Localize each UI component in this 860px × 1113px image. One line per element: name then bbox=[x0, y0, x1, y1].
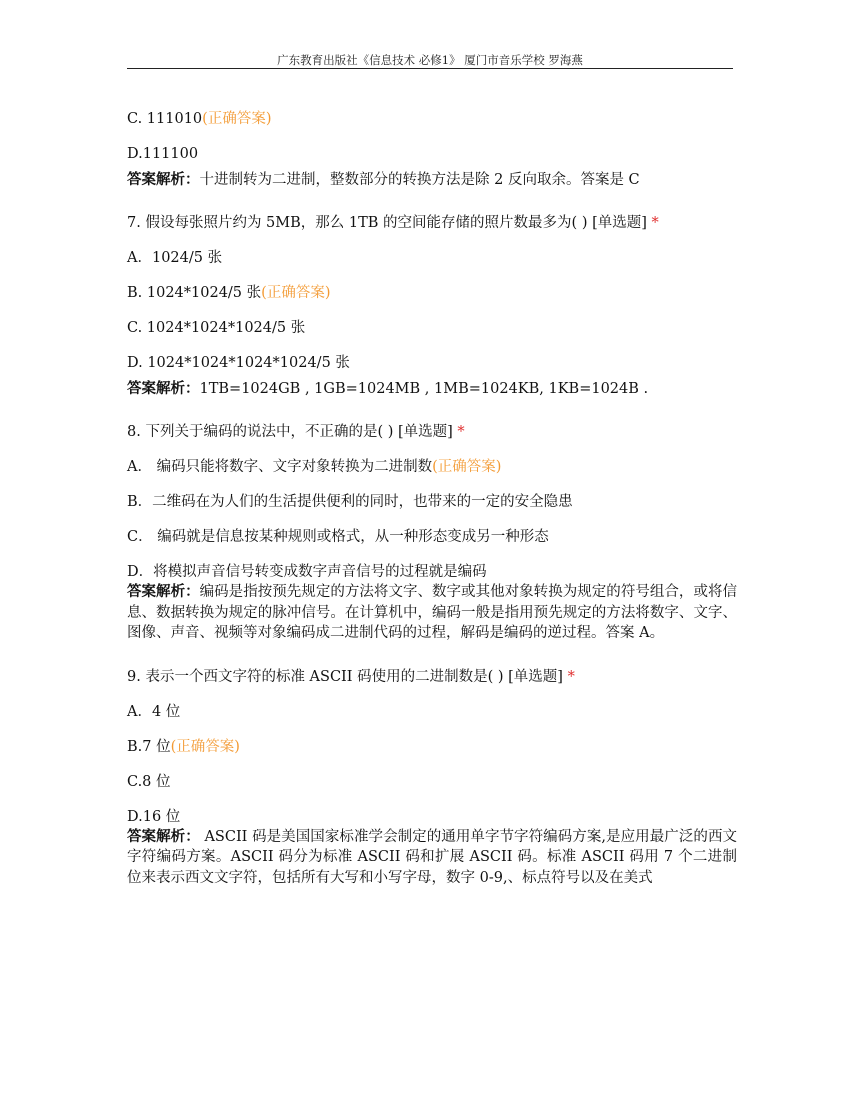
correct-answer-mark: (正确答案) bbox=[170, 738, 240, 755]
document-body bbox=[127, 109, 737, 888]
q9-option-c: C.8 位 bbox=[127, 773, 171, 790]
q8-stem-text: 8. 下列关于编码的说法中，不正确的是( ) [单选题] bbox=[127, 424, 453, 440]
q7-analysis bbox=[127, 379, 737, 399]
q9-stem-text: 9. 表示一个西文字符的标准 ASCII 码使用的二进制数是( ) [单选题] bbox=[127, 668, 563, 685]
q8-analysis-text: 编码是指按预先规定的方法将文字、数字或其他对象转换为规定的符号组合，或将信息、数据转换为规定的脉冲信号。在计算机中，编码一般是指用预先规定的方法将数字、文字、图像、声音、视频等对象编码成二进制代码的过程，解码是编码的逆过程。答案 A。 bbox=[127, 584, 737, 641]
q6-option-c bbox=[127, 109, 737, 129]
q6-option-d: D.111100 bbox=[127, 146, 199, 162]
correct-answer-mark: (正确答案) bbox=[261, 285, 331, 301]
q9-stem bbox=[127, 667, 737, 687]
required-mark: * bbox=[457, 424, 465, 440]
q8-option-a-text: A． 编码只能将数字、文字对象转换为二进制数 bbox=[127, 459, 433, 475]
q7-analysis-text: 1TB=1024GB , 1GB=1024MB , 1MB=1024KB, 1KB=1024B . bbox=[199, 381, 649, 397]
q7-option-b-text: B. 1024*1024/5 张 bbox=[127, 285, 262, 301]
q8-option-b: B．二维码在为人们的生活提供便利的同时，也带来的一定的安全隐患 bbox=[127, 494, 573, 510]
q6-analysis bbox=[127, 170, 737, 190]
q9-option-d: D.16 位 bbox=[127, 808, 181, 825]
q9-option-b bbox=[127, 737, 737, 757]
analysis-label: 答案解析： bbox=[127, 827, 200, 845]
q9-analysis-text: ASCII 码是美国国家标准学会制定的通用单字节字符编码方案,是应用最广泛的西文字符编码方案。ASCII 码分为标准 ASCII 码和扩展 ASCII 码。标准 ASCII 码用 7 个二进制位来表示西文文字符，包括所有大写和小写字母，数字 0-9,、标点符号以及在美式 bbox=[127, 828, 738, 886]
q7-stem-text: 7. 假设每张照片约为 5MB，那么 1TB 的空间能存储的照片数最多为( ) [单选题] bbox=[127, 215, 647, 231]
q8-option-d: D．将模拟声音信号转变成数字声音信号的过程就是编码 bbox=[127, 564, 487, 580]
q6-option-c-text: C. 111010 bbox=[127, 111, 203, 127]
q8-option-a bbox=[127, 457, 737, 477]
header-rule bbox=[127, 68, 733, 69]
q8-option-c: C． 编码就是信息按某种规则或格式，从一种形态变成另一种形态 bbox=[127, 529, 549, 545]
required-mark: * bbox=[651, 215, 659, 231]
q7-stem bbox=[127, 213, 737, 233]
analysis-label: 答案解析： bbox=[127, 171, 200, 188]
required-mark: * bbox=[567, 668, 575, 685]
q7-option-d: D. 1024*1024*1024*1024/5 张 bbox=[127, 355, 350, 371]
correct-answer-mark: (正确答案) bbox=[202, 111, 272, 127]
q6-analysis-text: 十进制转为二进制，整数部分的转换方法是除 2 反向取余。答案是 C bbox=[199, 172, 640, 188]
q7-option-b bbox=[127, 283, 737, 303]
analysis-label: 答案解析： bbox=[127, 380, 200, 397]
q9-option-b-text: B.7 位 bbox=[127, 738, 171, 755]
analysis-label: 答案解析： bbox=[127, 583, 200, 600]
q7-option-c: C. 1024*1024*1024/5 张 bbox=[127, 320, 306, 336]
q9-option-a: A．4 位 bbox=[127, 703, 181, 720]
q9-analysis bbox=[127, 827, 737, 889]
q8-stem bbox=[127, 422, 737, 442]
q8-analysis bbox=[127, 582, 737, 644]
q7-option-a: A．1024/5 张 bbox=[127, 250, 223, 266]
correct-answer-mark: (正确答案) bbox=[432, 459, 502, 475]
page-header: 广东教育出版社《信息技术 必修1》 厦门市音乐学校 罗海燕 bbox=[277, 53, 583, 67]
